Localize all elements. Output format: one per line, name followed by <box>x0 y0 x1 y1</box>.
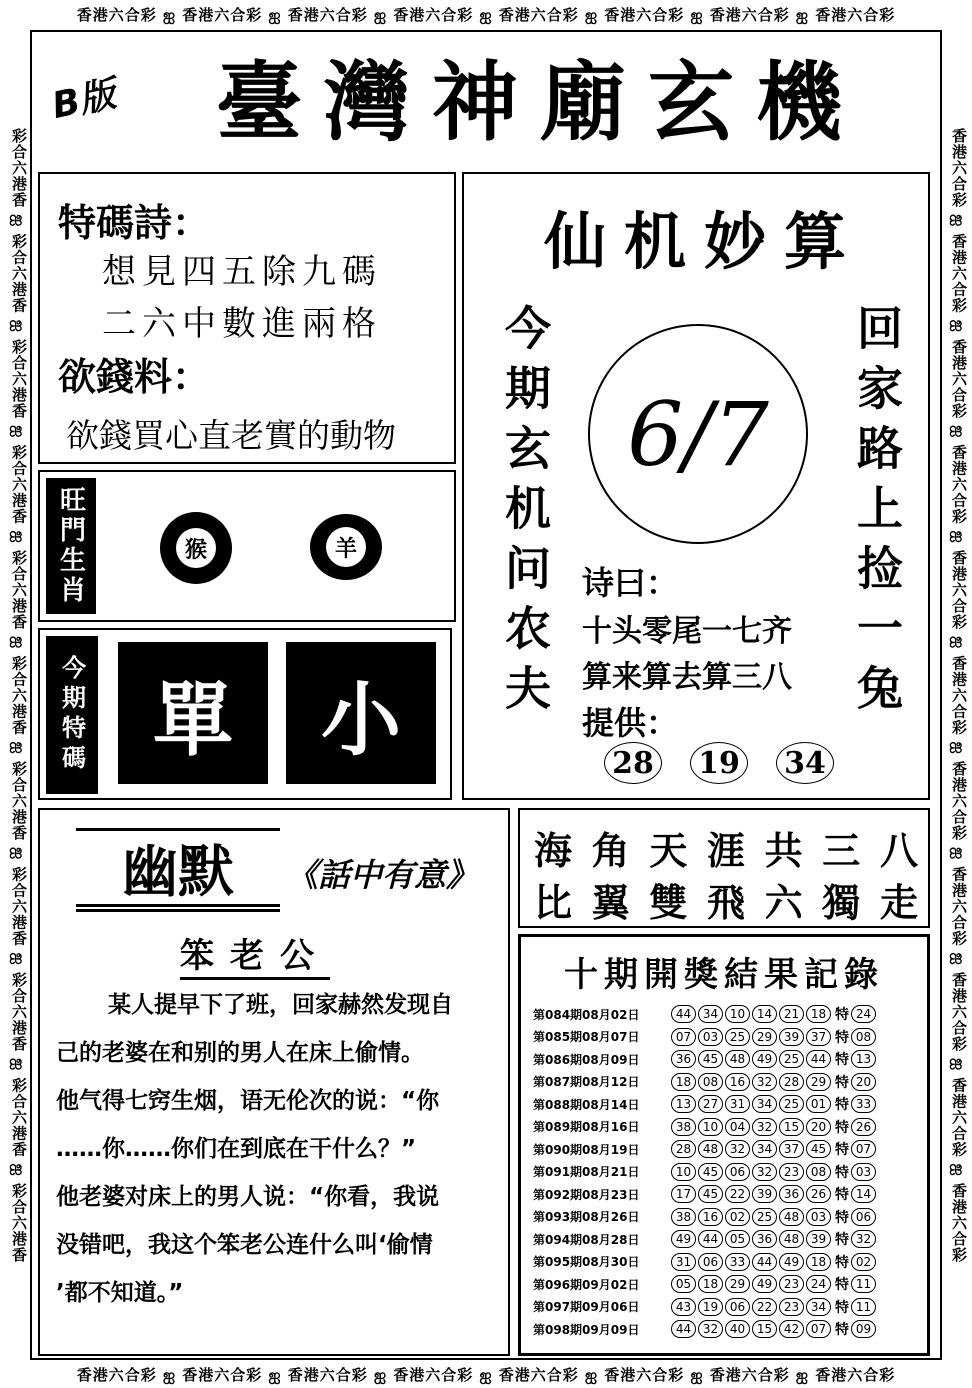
zodiac-goat-label: 羊 <box>326 527 366 567</box>
xianji-provide-label: 提供： <box>582 704 679 742</box>
poem-line-3: 欲錢買心直老實的動物 <box>66 416 396 455</box>
history-row-label: 第084期08月02日 <box>533 1007 640 1022</box>
humor-paragraph: 没错吧，我这个笨老公连什么叫‘偷情 <box>56 1232 433 1258</box>
history-number: 07 <box>806 1320 831 1338</box>
history-special-number: 06 <box>851 1208 876 1226</box>
history-special-label: 特 <box>835 1187 849 1204</box>
history-row-label: 第086期08月09日 <box>533 1052 640 1067</box>
history-number: 18 <box>806 1253 831 1271</box>
history-special-number: 20 <box>851 1073 876 1091</box>
history-number: 02 <box>725 1208 750 1226</box>
history-number: 25 <box>752 1208 777 1226</box>
riddle-char: 六 <box>764 880 803 925</box>
header <box>40 45 930 165</box>
history-number: 14 <box>752 1005 777 1023</box>
history-special-label: 特 <box>835 1029 849 1046</box>
history-number: 34 <box>752 1140 777 1158</box>
history-number: 29 <box>725 1275 750 1293</box>
humor-paragraph: 他老婆对床上的男人说：“你看，我说 <box>56 1184 440 1210</box>
history-number: 39 <box>806 1230 831 1248</box>
history-number: 05 <box>725 1230 750 1248</box>
history-number: 44 <box>671 1005 696 1023</box>
history-number: 36 <box>671 1050 696 1068</box>
history-special-number: 07 <box>851 1140 876 1158</box>
history-number: 39 <box>779 1028 804 1046</box>
history-number: 38 <box>671 1118 696 1136</box>
history-table <box>533 1003 925 1341</box>
history-special-number: 33 <box>851 1095 876 1113</box>
history-row-label: 第089期08月16日 <box>533 1120 640 1135</box>
history-number: 18 <box>671 1073 696 1091</box>
history-row <box>533 1093 925 1116</box>
zodiac-goat <box>310 514 382 580</box>
history-number: 44 <box>671 1320 696 1338</box>
frame-right-text: 香港六合彩 ஐ 香港六合彩 ஐ 香港六合彩 ஐ 香港六合彩 ஐ 香港六合彩 ஐ 香港六合彩 ஐ 香港六合彩 ஐ 香港六合彩 ஐ 香港六合彩 ஐ 香港六合彩 ஐ 香港六合彩 <box>950 127 968 1263</box>
poem-line-1: 想見四五除九碼 <box>102 252 382 292</box>
history-row <box>533 1071 925 1094</box>
xianji-circle <box>588 324 808 544</box>
page-title: 臺灣神廟玄機 <box>216 52 864 153</box>
xianji-number: 34 <box>776 742 834 784</box>
history-row <box>533 1183 925 1206</box>
history-special-label: 特 <box>835 1232 849 1249</box>
history-number: 49 <box>779 1253 804 1271</box>
history-number: 13 <box>671 1095 696 1113</box>
history-number: 45 <box>806 1140 831 1158</box>
xianji-poem-line-1: 十头零尾一七齐 <box>582 614 792 649</box>
humor-title-text: 幽默 <box>122 838 234 905</box>
history-number: 48 <box>779 1230 804 1248</box>
history-row <box>533 1318 925 1341</box>
frame-left-text: 彩合六港香 ஐ 彩合六港香 ஐ 彩合六港香 ஐ 彩合六港香 ஐ 彩合六港香 ஐ 彩合六港香 ஐ 彩合六港香 ஐ 彩合六港香 ஐ 彩合六港香 ஐ 彩合六港香 ஐ 彩合六港香 <box>10 127 28 1263</box>
history-box <box>518 934 930 1356</box>
history-number: 18 <box>698 1275 723 1293</box>
history-number: 48 <box>779 1208 804 1226</box>
history-number: 32 <box>698 1320 723 1338</box>
history-number: 06 <box>725 1298 750 1316</box>
history-number: 29 <box>752 1028 777 1046</box>
history-number: 22 <box>752 1298 777 1316</box>
zodiac-monkey <box>160 512 232 584</box>
history-special-label: 特 <box>835 1052 849 1069</box>
history-special-number: 11 <box>851 1298 876 1316</box>
history-number: 25 <box>779 1050 804 1068</box>
history-number: 27 <box>698 1095 723 1113</box>
history-number: 34 <box>698 1005 723 1023</box>
riddle-line-1 <box>534 820 918 875</box>
history-special-label: 特 <box>835 1209 849 1226</box>
humor-paragraph: ……你……你们在到底在干什么？” <box>56 1136 417 1162</box>
history-row-label: 第095期08月30日 <box>533 1255 640 1270</box>
history-row <box>533 1251 925 1274</box>
version-badge: B版 <box>48 73 120 128</box>
history-number: 04 <box>725 1118 750 1136</box>
history-row-label: 第091期08月21日 <box>533 1165 640 1180</box>
history-title: 十期開獎結果記錄 <box>564 955 884 995</box>
poem-label-2: 欲錢料： <box>58 355 211 399</box>
history-special-label: 特 <box>835 1119 849 1136</box>
history-number: 16 <box>698 1208 723 1226</box>
xianji-box <box>462 172 930 800</box>
history-special-label: 特 <box>835 1142 849 1159</box>
riddle-char: 比 <box>534 880 573 925</box>
history-row <box>533 1116 925 1139</box>
history-row-label: 第093期08月26日 <box>533 1210 640 1225</box>
history-number: 32 <box>725 1140 750 1158</box>
history-row <box>533 1228 925 1251</box>
history-number: 32 <box>752 1163 777 1181</box>
history-number: 24 <box>806 1275 831 1293</box>
history-number: 21 <box>779 1005 804 1023</box>
history-number: 32 <box>752 1073 777 1091</box>
history-number: 10 <box>671 1163 696 1181</box>
history-number: 23 <box>779 1163 804 1181</box>
history-special-number: 11 <box>851 1275 876 1293</box>
history-number: 19 <box>698 1298 723 1316</box>
poem-label-1: 特碼詩： <box>58 201 211 245</box>
history-row <box>533 1161 925 1184</box>
history-row-label: 第088期08月14日 <box>533 1097 640 1112</box>
history-number: 15 <box>752 1320 777 1338</box>
history-number: 08 <box>806 1163 831 1181</box>
history-special-number: 14 <box>851 1185 876 1203</box>
riddle-char: 雙 <box>649 880 688 925</box>
history-number: 44 <box>806 1050 831 1068</box>
xianji-number: 19 <box>690 742 748 784</box>
history-number: 48 <box>725 1050 750 1068</box>
history-number: 03 <box>698 1028 723 1046</box>
history-number: 25 <box>779 1095 804 1113</box>
history-row-label: 第087期08月12日 <box>533 1075 640 1090</box>
humor-story-title: 笨老公 <box>180 928 330 980</box>
humor-paragraph: 己的老婆在和别的男人在床上偷情。 <box>56 1040 424 1066</box>
history-number: 34 <box>806 1298 831 1316</box>
history-number: 42 <box>779 1320 804 1338</box>
xianji-poem-line-2: 算来算去算三八 <box>582 660 792 695</box>
history-special-number: 09 <box>851 1320 876 1338</box>
frame-bottom-text: 香港六合彩 ஐ 香港六合彩 ஐ 香港六合彩 ஐ 香港六合彩 ஐ 香港六合彩 ஐ 香港六合彩 ஐ 香港六合彩 ஐ 香港六合彩 <box>76 1366 896 1384</box>
history-number: 28 <box>671 1140 696 1158</box>
history-number: 49 <box>752 1050 777 1068</box>
history-row <box>533 1206 925 1229</box>
history-number: 10 <box>698 1118 723 1136</box>
history-row-label: 第096期09月02日 <box>533 1277 640 1292</box>
riddle-char: 天 <box>649 828 688 873</box>
riddle-char: 共 <box>764 828 803 873</box>
history-special-label: 特 <box>835 1097 849 1114</box>
history-row-label: 第085期08月07日 <box>533 1030 640 1045</box>
history-number: 08 <box>698 1073 723 1091</box>
history-number: 44 <box>698 1230 723 1248</box>
history-number: 40 <box>725 1320 750 1338</box>
riddle-char: 八 <box>879 828 918 873</box>
special-label: 今期特碼 <box>46 636 98 794</box>
history-special-label: 特 <box>835 1254 849 1271</box>
history-number: 26 <box>806 1185 831 1203</box>
history-number: 17 <box>671 1185 696 1203</box>
history-number: 49 <box>752 1275 777 1293</box>
history-number: 37 <box>779 1140 804 1158</box>
history-number: 31 <box>725 1095 750 1113</box>
history-number: 45 <box>698 1050 723 1068</box>
riddle-char: 翼 <box>591 880 630 925</box>
history-number: 31 <box>671 1253 696 1271</box>
history-number: 23 <box>779 1298 804 1316</box>
history-special-label: 特 <box>835 1322 849 1339</box>
history-special-number: 08 <box>851 1028 876 1046</box>
frame-top-text: 香港六合彩 ஐ 香港六合彩 ஐ 香港六合彩 ஐ 香港六合彩 ஐ 香港六合彩 ஐ 香港六合彩 ஐ 香港六合彩 ஐ 香港六合彩 <box>76 6 896 24</box>
history-special-label: 特 <box>835 1164 849 1181</box>
special-value-odd: 單 <box>118 642 268 784</box>
history-row-label: 第092期08月23日 <box>533 1187 640 1202</box>
riddle-char: 走 <box>879 880 918 925</box>
history-row-label: 第098期09月09日 <box>533 1322 640 1337</box>
history-number: 16 <box>725 1073 750 1091</box>
history-number: 22 <box>725 1185 750 1203</box>
poem-box <box>38 172 456 464</box>
history-number: 33 <box>725 1253 750 1271</box>
history-row <box>533 1296 925 1319</box>
history-special-number: 02 <box>851 1253 876 1271</box>
history-number: 34 <box>752 1095 777 1113</box>
history-row-label: 第094期08月28日 <box>533 1232 640 1247</box>
history-special-label: 特 <box>835 1074 849 1091</box>
history-row <box>533 1048 925 1071</box>
wangmen-label: 旺門生肖 <box>46 478 96 614</box>
xianji-circle-text: 6/7 <box>627 382 769 486</box>
history-number: 15 <box>779 1118 804 1136</box>
history-number: 39 <box>752 1185 777 1203</box>
history-number: 49 <box>671 1230 696 1248</box>
riddle-char: 角 <box>591 828 630 873</box>
history-special-label: 特 <box>835 1299 849 1316</box>
history-number: 06 <box>698 1253 723 1271</box>
zodiac-monkey-label: 猴 <box>176 528 216 568</box>
special-box <box>38 628 452 800</box>
xianji-number: 28 <box>604 742 662 784</box>
history-row <box>533 1273 925 1296</box>
humor-paragraph: 他气得七窍生烟，语无伦次的说：“你 <box>56 1088 440 1114</box>
history-number: 23 <box>779 1275 804 1293</box>
humor-story <box>56 986 504 1322</box>
history-number: 29 <box>806 1073 831 1091</box>
humor-box <box>38 808 510 1356</box>
history-row <box>533 1026 925 1049</box>
history-special-label: 特 <box>835 1007 849 1024</box>
history-number: 48 <box>698 1140 723 1158</box>
xianji-poem-label: 诗曰： <box>582 564 679 602</box>
history-number: 25 <box>725 1028 750 1046</box>
history-number: 45 <box>698 1163 723 1181</box>
xianji-right-vertical: 回家路上捡一兔 <box>850 304 904 724</box>
poem-line-2: 二六中數進兩格 <box>102 304 382 344</box>
humor-title <box>76 828 280 912</box>
history-row <box>533 1138 925 1161</box>
humor-subtitle: 《話中有意》 <box>286 856 479 894</box>
humor-paragraph: ’都不知道。” <box>56 1280 184 1306</box>
history-special-label: 特 <box>835 1277 849 1294</box>
history-number: 10 <box>725 1005 750 1023</box>
history-number: 36 <box>779 1185 804 1203</box>
history-number: 18 <box>806 1005 831 1023</box>
riddle-box <box>518 808 930 928</box>
xianji-title: 仙机妙算 <box>543 205 864 278</box>
history-number: 37 <box>806 1028 831 1046</box>
riddle-char: 涯 <box>706 828 745 873</box>
history-special-number: 32 <box>851 1230 876 1248</box>
history-special-number: 26 <box>851 1118 876 1136</box>
history-number: 44 <box>752 1253 777 1271</box>
wangmen-box <box>38 470 456 622</box>
history-row <box>533 1003 925 1026</box>
history-number: 43 <box>671 1298 696 1316</box>
special-value-small: 小 <box>286 642 436 784</box>
history-number: 06 <box>725 1163 750 1181</box>
history-special-number: 13 <box>851 1050 876 1068</box>
history-special-number: 03 <box>851 1163 876 1181</box>
history-number: 20 <box>806 1118 831 1136</box>
history-number: 05 <box>671 1275 696 1293</box>
riddle-char: 三 <box>822 828 861 873</box>
history-number: 38 <box>671 1208 696 1226</box>
xianji-left-vertical: 今期玄机问农夫 <box>498 304 552 724</box>
history-row-label: 第097期09月06日 <box>533 1300 640 1315</box>
history-row-label: 第090期08月19日 <box>533 1142 640 1157</box>
history-number: 45 <box>698 1185 723 1203</box>
riddle-char: 海 <box>534 828 573 873</box>
history-special-number: 24 <box>851 1005 876 1023</box>
riddle-char: 飛 <box>706 880 745 925</box>
riddle-char: 獨 <box>822 880 861 925</box>
riddle-line-2 <box>534 872 918 927</box>
history-number: 28 <box>779 1073 804 1091</box>
history-number: 36 <box>752 1230 777 1248</box>
history-number: 01 <box>806 1095 831 1113</box>
history-number: 32 <box>752 1118 777 1136</box>
history-number: 03 <box>806 1208 831 1226</box>
history-number: 07 <box>671 1028 696 1046</box>
humor-paragraph: 某人提早下了班，回家赫然发现自 <box>108 992 453 1018</box>
xianji-numbers <box>604 742 834 784</box>
